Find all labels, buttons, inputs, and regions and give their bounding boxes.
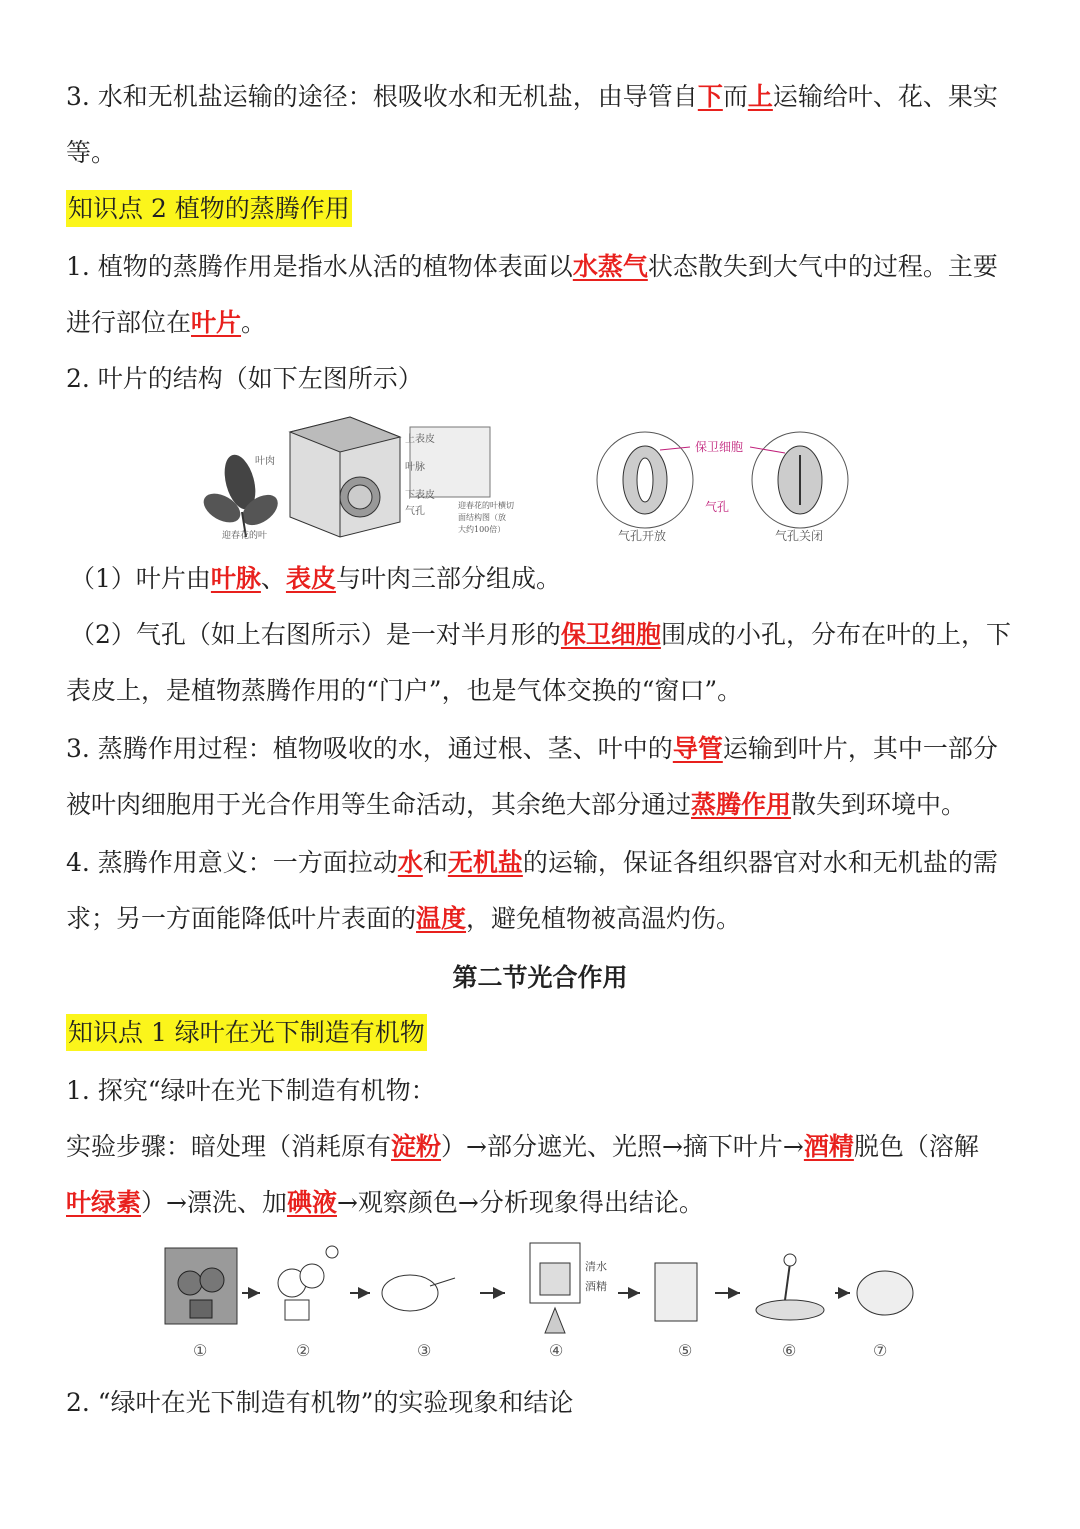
paragraph-line — [66, 362, 1020, 396]
text: 的运输，保证各组织器官对水和无机盐的需 — [522, 848, 998, 877]
text: 4. 蒸腾作用意义：一方面拉动 — [66, 848, 398, 877]
text: 1. 植物的蒸腾作用是指水从活的植物体表面以 — [66, 252, 573, 281]
paragraph-line — [66, 136, 1020, 170]
step6-iodine-dish — [756, 1254, 824, 1320]
key-term: 蒸腾作用 — [691, 790, 792, 819]
text: 1. 探究“绿叶在光下制造有机物： — [66, 1076, 436, 1105]
paragraph-line — [66, 788, 1020, 822]
key-term: 保卫细胞 — [560, 620, 661, 649]
paragraph-line — [66, 306, 1020, 340]
label-guard-cells: 保卫细胞 — [695, 440, 744, 454]
section-title: 第二节光合作用 — [452, 963, 628, 992]
label-stoma-open: 气孔开放 — [618, 529, 667, 543]
step-label: ② — [296, 1341, 311, 1360]
text: ）→部分遮光、光照→摘下叶片→ — [441, 1132, 804, 1161]
key-term: 无机盐 — [447, 848, 523, 877]
key-term: 水 — [397, 848, 423, 877]
text: （2）气孔（如上右图所示）是一对半月形的 — [70, 620, 561, 649]
text: ）→漂洗、加 — [141, 1188, 287, 1217]
highlighted-heading: 知识点 1 绿叶在光下制造有机物 — [66, 1014, 427, 1051]
knowledge-point-heading — [66, 1016, 1020, 1050]
step4-alcohol-bath — [530, 1243, 607, 1333]
paragraph-line — [66, 1074, 1020, 1108]
stoma-open-illustration — [597, 432, 693, 528]
text: （1）叶片由 — [70, 564, 211, 593]
paragraph-line — [66, 1386, 1020, 1420]
step7-result-leaf — [857, 1271, 913, 1315]
text: 而 — [722, 82, 748, 111]
label-lower-epidermis: 下表皮 — [405, 490, 435, 501]
text: →观察颜色→分析现象得出结论。 — [336, 1188, 704, 1217]
key-term: 叶脉 — [210, 564, 261, 593]
key-term: 表皮 — [285, 564, 336, 593]
text: 进行部位在 — [66, 308, 192, 337]
text: 2. 叶片的结构（如下左图所示） — [66, 364, 423, 393]
paragraph-line — [66, 1186, 1020, 1220]
text: 围成的小孔，分布在叶的上，下 — [660, 620, 1011, 649]
step5-rinse-beaker — [655, 1263, 697, 1321]
key-term: 叶片 — [191, 308, 242, 337]
step1-dark-box — [165, 1248, 237, 1324]
label-note: 面结构图（放 — [458, 513, 506, 522]
key-term: 上 — [747, 82, 773, 111]
knowledge-point-heading — [66, 192, 1020, 226]
paragraph-line — [70, 562, 1020, 596]
text: ，避免植物被高温灼伤。 — [466, 904, 742, 933]
label-stoma-closed: 气孔关闭 — [775, 529, 824, 543]
stoma-closed-illustration — [752, 432, 848, 528]
step-label: ⑥ — [782, 1341, 797, 1360]
text: 2. “绿叶在光下制造有机物”的实验现象和结论 — [66, 1388, 574, 1417]
step3-picked-leaf — [382, 1275, 455, 1311]
paragraph-line — [66, 902, 1020, 936]
text: 与叶肉三部分组成。 — [335, 564, 561, 593]
label-upper-epidermis: 上表皮 — [405, 434, 435, 445]
key-term: 温度 — [416, 904, 467, 933]
label-note: 迎春花的叶横切 — [458, 501, 514, 510]
stoma-figure — [590, 425, 860, 550]
paragraph-line — [70, 618, 1020, 652]
paragraph-line — [66, 1130, 1020, 1164]
label-note: 大约100倍） — [458, 525, 506, 534]
text: 脱色（溶解 — [853, 1132, 979, 1161]
text: 被叶肉细胞用于光合作用等生命活动，其余绝大部分通过 — [66, 790, 692, 819]
label-yerou: 叶肉 — [255, 456, 275, 467]
text: 和 — [422, 848, 448, 877]
highlighted-heading: 知识点 2 植物的蒸腾作用 — [66, 190, 352, 227]
text: 。 — [241, 308, 267, 337]
label-leaf: 迎春花的叶 — [222, 531, 268, 541]
step-label: ④ — [549, 1341, 564, 1360]
text: 、 — [260, 564, 286, 593]
step-label: ⑦ — [873, 1341, 888, 1360]
key-term: 淀粉 — [391, 1132, 442, 1161]
step-label: ① — [193, 1341, 208, 1360]
label-stoma: 气孔 — [405, 506, 425, 517]
text: 状态散失到大气中的过程。主要 — [647, 252, 998, 281]
key-term: 酒精 — [803, 1132, 854, 1161]
step-label: ③ — [417, 1341, 432, 1360]
text: 求；另一方面能降低叶片表面的 — [66, 904, 417, 933]
label-stoma-pore: 气孔 — [705, 500, 730, 514]
text: 等。 — [66, 138, 117, 167]
paragraph-line — [66, 732, 1020, 766]
label-vein: 叶脉 — [405, 462, 425, 473]
text: 表皮上，是植物蒸腾作用的“门户”，也是气体交换的“窗口”。 — [66, 676, 743, 705]
experiment-steps-figure — [160, 1238, 920, 1368]
key-term: 水蒸气 — [572, 252, 648, 281]
paragraph-line — [66, 674, 1020, 708]
leaf-structure-figure — [200, 412, 530, 552]
label-water: 清水 — [585, 1260, 607, 1273]
text: 实验步骤：暗处理（消耗原有 — [66, 1132, 392, 1161]
paragraph-line — [66, 80, 1020, 114]
key-term: 碘液 — [286, 1188, 337, 1217]
text: 3. 水和无机盐运输的途径：根吸收水和无机盐，由导管自 — [66, 82, 698, 111]
label-alcohol: 酒精 — [585, 1280, 607, 1293]
key-term: 叶绿素 — [66, 1188, 142, 1217]
step-label: ⑤ — [678, 1341, 693, 1360]
key-term: 下 — [697, 82, 723, 111]
key-term: 导管 — [672, 734, 723, 763]
paragraph-line — [66, 250, 1020, 284]
text: 散失到环境中。 — [791, 790, 967, 819]
text: 运输给叶、花、果实 — [772, 82, 998, 111]
text: 运输到叶片，其中一部分 — [722, 734, 998, 763]
step2-light-plant — [278, 1246, 338, 1320]
text: 3. 蒸腾作用过程：植物吸收的水，通过根、茎、叶中的 — [66, 734, 673, 763]
paragraph-line — [66, 846, 1020, 880]
